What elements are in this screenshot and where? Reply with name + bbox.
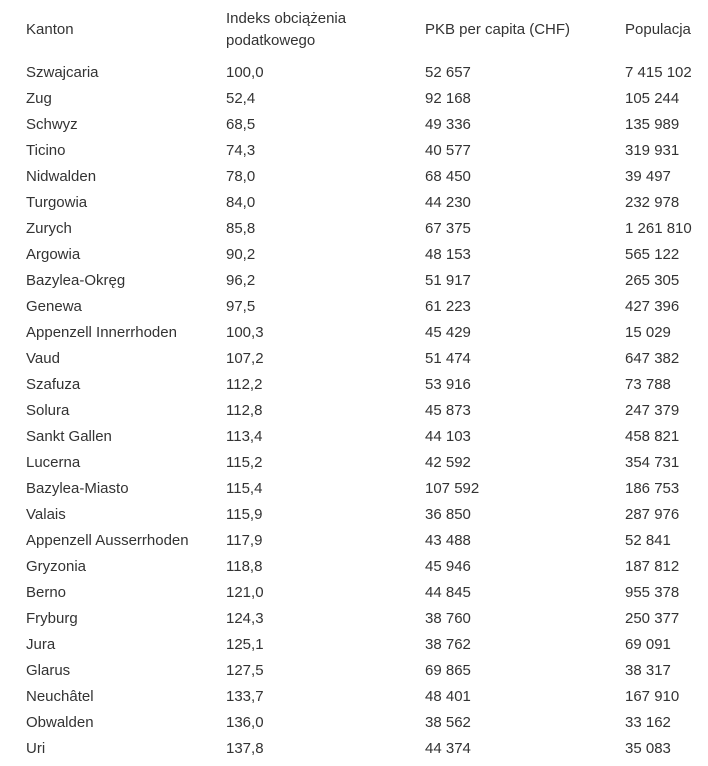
cell-tax-index: 100,3 (226, 324, 264, 341)
cell-gdp-per-capita: 48 401 (425, 688, 471, 705)
cell-tax-index: 113,4 (226, 428, 263, 445)
table-row (0, 372, 708, 398)
cell-tax-index: 117,9 (226, 532, 263, 549)
cell-gdp-per-capita: 68 450 (425, 168, 471, 185)
cell-population: 38 317 (625, 662, 671, 679)
table-row (0, 528, 708, 554)
cell-tax-index: 100,0 (226, 64, 264, 81)
cell-kanton: Appenzell Innerrhoden (26, 324, 177, 341)
table-row (0, 554, 708, 580)
table-header (0, 0, 708, 60)
cell-tax-index: 96,2 (226, 272, 256, 289)
cell-kanton: Glarus (26, 662, 71, 679)
cell-gdp-per-capita: 42 592 (425, 454, 471, 471)
table-row (0, 424, 708, 450)
cell-tax-index: 125,1 (226, 636, 264, 653)
cell-tax-index: 112,8 (226, 402, 263, 419)
cell-population: 265 305 (625, 272, 680, 289)
cell-gdp-per-capita: 53 916 (425, 376, 471, 393)
cell-gdp-per-capita: 44 230 (425, 194, 471, 211)
table-row (0, 216, 708, 242)
cell-population: 354 731 (625, 454, 680, 471)
cell-population: 52 841 (625, 532, 671, 549)
table-row (0, 450, 708, 476)
cell-population: 105 244 (625, 90, 680, 107)
cell-kanton: Zurych (26, 220, 72, 237)
cell-gdp-per-capita: 61 223 (425, 298, 471, 315)
cell-kanton: Bazylea-Okręg (26, 272, 126, 289)
table-row (0, 710, 708, 736)
cell-gdp-per-capita: 51 917 (425, 272, 471, 289)
cell-population: 955 378 (625, 584, 680, 601)
cell-population: 565 122 (625, 246, 680, 263)
cell-kanton: Turgowia (26, 194, 88, 211)
cell-population: 1 261 810 (625, 220, 692, 237)
cell-tax-index: 97,5 (226, 298, 256, 315)
cell-tax-index: 84,0 (226, 194, 256, 211)
cell-population: 647 382 (625, 350, 680, 367)
cell-gdp-per-capita: 40 577 (425, 142, 471, 159)
cell-population: 287 976 (625, 506, 680, 523)
cell-gdp-per-capita: 107 592 (425, 480, 480, 497)
cell-kanton: Uri (26, 740, 46, 757)
table-row (0, 294, 708, 320)
cell-gdp-per-capita: 38 762 (425, 636, 471, 653)
cell-tax-index: 124,3 (226, 610, 264, 627)
cell-tax-index: 115,4 (226, 480, 263, 497)
cell-gdp-per-capita: 38 760 (425, 610, 471, 627)
cell-kanton: Fryburg (26, 610, 78, 627)
cell-population: 319 931 (625, 142, 680, 159)
cell-tax-index: 78,0 (226, 168, 256, 185)
cell-tax-index: 136,0 (226, 714, 264, 731)
cell-tax-index: 118,8 (226, 558, 263, 575)
cell-tax-index: 107,2 (226, 350, 264, 367)
cell-population: 167 910 (625, 688, 680, 705)
table-row (0, 476, 708, 502)
header-population: Populacja (625, 21, 691, 38)
header-row (0, 0, 708, 60)
cell-tax-index: 115,9 (226, 506, 263, 523)
cell-population: 73 788 (625, 376, 671, 393)
cell-tax-index: 74,3 (226, 142, 256, 159)
cell-tax-index: 85,8 (226, 220, 256, 237)
cell-gdp-per-capita: 92 168 (425, 90, 471, 107)
cell-tax-index: 133,7 (226, 688, 264, 705)
cell-gdp-per-capita: 44 374 (425, 740, 471, 757)
cell-kanton: Obwalden (26, 714, 94, 731)
table-row (0, 398, 708, 424)
table-row (0, 268, 708, 294)
cell-gdp-per-capita: 38 562 (425, 714, 471, 731)
cell-tax-index: 52,4 (226, 90, 256, 107)
table-body (0, 60, 708, 762)
cell-tax-index: 115,2 (226, 454, 263, 471)
cell-gdp-per-capita: 67 375 (425, 220, 471, 237)
cell-kanton: Nidwalden (26, 168, 97, 185)
cell-gdp-per-capita: 51 474 (425, 350, 471, 367)
header-gdp-per-capita: PKB per capita (CHF) (425, 21, 571, 38)
table-row (0, 190, 708, 216)
cell-kanton: Vaud (26, 350, 60, 367)
cell-population: 427 396 (625, 298, 680, 315)
cell-kanton: Szwajcaria (26, 64, 99, 81)
cell-kanton: Sankt Gallen (26, 428, 112, 445)
table-row (0, 684, 708, 710)
cell-population: 39 497 (625, 168, 671, 185)
cell-population: 69 091 (625, 636, 671, 653)
table-row (0, 580, 708, 606)
table-row (0, 164, 708, 190)
cell-kanton: Ticino (26, 142, 66, 159)
cell-tax-index: 90,2 (226, 246, 256, 263)
table-row (0, 606, 708, 632)
cell-kanton: Berno (26, 584, 67, 601)
table-row (0, 632, 708, 658)
cell-population: 15 029 (625, 324, 671, 341)
table-row (0, 346, 708, 372)
table-row (0, 86, 708, 112)
table-row (0, 502, 708, 528)
header-tax-index: Indeks obciążenia podatkowego (226, 10, 347, 49)
cell-gdp-per-capita: 43 488 (425, 532, 471, 549)
cell-gdp-per-capita: 49 336 (425, 116, 471, 133)
table-row (0, 112, 708, 138)
cell-population: 7 415 102 (625, 64, 692, 81)
cell-kanton: Zug (26, 90, 52, 107)
cell-population: 187 812 (625, 558, 680, 575)
cell-tax-index: 127,5 (226, 662, 264, 679)
table-row (0, 658, 708, 684)
cell-tax-index: 112,2 (226, 376, 263, 393)
cell-gdp-per-capita: 52 657 (425, 64, 471, 81)
cell-kanton: Genewa (26, 298, 82, 315)
cell-population: 35 083 (625, 740, 671, 757)
cell-kanton: Appenzell Ausserrhoden (26, 532, 189, 549)
cell-population: 250 377 (625, 610, 680, 627)
cell-population: 186 753 (625, 480, 680, 497)
cell-kanton: Jura (26, 636, 56, 653)
cell-kanton: Argowia (26, 246, 81, 263)
header-kanton: Kanton (26, 21, 74, 38)
table-row (0, 736, 708, 762)
cell-tax-index: 137,8 (226, 740, 264, 757)
cell-kanton: Lucerna (26, 454, 81, 471)
table-row (0, 242, 708, 268)
cell-gdp-per-capita: 36 850 (425, 506, 471, 523)
cell-kanton: Szafuza (26, 376, 81, 393)
cell-population: 33 162 (625, 714, 671, 731)
cell-gdp-per-capita: 48 153 (425, 246, 471, 263)
cell-gdp-per-capita: 45 946 (425, 558, 471, 575)
table-row (0, 138, 708, 164)
table-row (0, 320, 708, 346)
cell-tax-index: 121,0 (226, 584, 264, 601)
cell-tax-index: 68,5 (226, 116, 256, 133)
cell-population: 458 821 (625, 428, 680, 445)
cell-population: 232 978 (625, 194, 680, 211)
cell-kanton: Gryzonia (26, 558, 87, 575)
cell-population: 247 379 (625, 402, 680, 419)
cell-kanton: Neuchâtel (26, 688, 94, 705)
cell-gdp-per-capita: 44 845 (425, 584, 471, 601)
table-row (0, 60, 708, 86)
cell-population: 135 989 (625, 116, 680, 133)
cell-gdp-per-capita: 69 865 (425, 662, 471, 679)
cell-kanton: Solura (26, 402, 70, 419)
cell-gdp-per-capita: 44 103 (425, 428, 471, 445)
cell-kanton: Valais (26, 506, 66, 523)
cell-gdp-per-capita: 45 429 (425, 324, 471, 341)
cell-kanton: Bazylea-Miasto (26, 480, 129, 497)
cell-kanton: Schwyz (26, 116, 78, 133)
cell-gdp-per-capita: 45 873 (425, 402, 471, 419)
